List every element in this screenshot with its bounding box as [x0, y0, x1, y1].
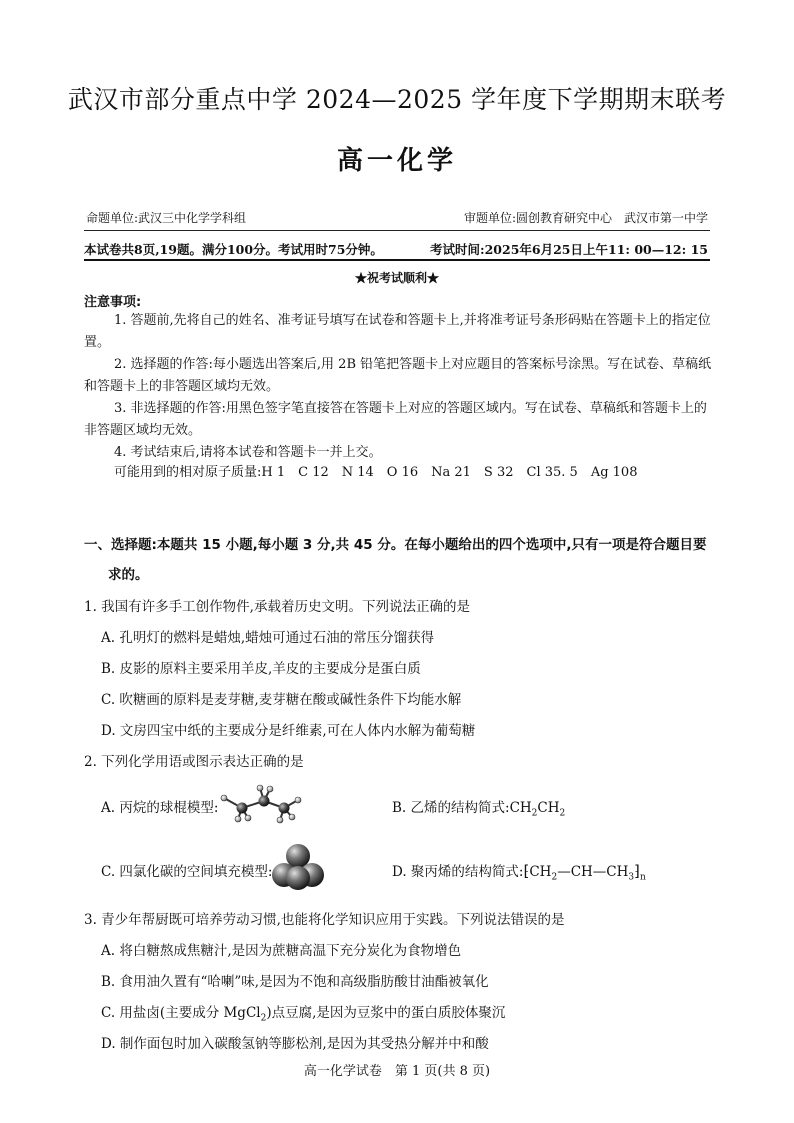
author-unit: 命题单位:武汉三中化学学科组	[86, 211, 247, 225]
exam-title: 武汉市部分重点中学 2024—2025 学年度下学期期末联考	[67, 85, 727, 114]
note-item: 1. 答题前,先将自己的姓名、准考证号填写在试卷和答题卡上,并将准考证号条形码贴在答题卡上的指定位置。	[84, 313, 711, 350]
question-3-option-c: C. 用盐卤(主要成分 MgCl$_2$)点豆腐,是因为豆浆中的蛋白质胶体聚沉	[101, 1005, 506, 1024]
question-3-option-b: B. 食用油久置有“哈喇”味,是因为不饱和高级脂肪酸甘油酯被氧化	[101, 974, 489, 990]
polypropylene-formula: $⁅CH_2—CH—CH_3⁆_n$	[523, 862, 646, 883]
question-2-option-b	[392, 796, 565, 819]
question-3-option-a: A. 将白糖熬成焦糖汁,是因为蔗糖高温下充分炭化为食物增色	[101, 943, 462, 959]
option-b-label: B. 乙烯的结构简式:	[392, 800, 510, 816]
question-1-option-b: B. 皮影的原料主要采用羊皮,羊皮的主要成分是蛋白质	[101, 661, 421, 677]
question-2-option-c: C. 四氯化碳的空间填充模型:	[101, 864, 273, 880]
divider-thin	[84, 230, 710, 231]
option-d-label: D. 聚丙烯的结构简式:	[392, 864, 524, 880]
paper-info: 本试卷共8页,19题。满分100分。考试用时75分钟。	[84, 242, 383, 257]
question-1-option-d: D. 文房四宝中纸的主要成分是纤维素,可在人体内水解为葡萄糖	[101, 723, 476, 739]
divider-thick	[84, 259, 710, 261]
subject-title: 高一化学	[336, 146, 457, 176]
exam-time: 考试时间:2025年6月25日上午11: 00—12: 15	[429, 242, 708, 257]
note-item: 3. 非选择题的作答:用黑色签字笔直接答在答题卡上对应的答题区域内。写在试卷、草稿纸和答题卡上的非答题区域均无效。	[84, 401, 707, 438]
question-3-stem: 3. 青少年帮厨既可培养劳动习惯,也能将化学知识应用于实践。下列说法错误的是	[84, 912, 565, 928]
note-item: 2. 选择题的作答:每小题选出答案后,用 2B 铅笔把答题卡上对应题目的答案标号涂黑。写在试卷、草稿纸和答题卡上的非答题区域均无效。	[84, 357, 712, 394]
question-3-option-d: D. 制作面包时加入碳酸氢钠等膨松剂,是因为其受热分解并中和酸	[101, 1036, 489, 1052]
ethylene-formula: $CH_2CH_2$	[509, 800, 566, 819]
atomic-masses: 可能用到的相对原子质量:H 1 C 12 N 14 O 16 Na 21 S 32 Cl 35. 5 Ag 108	[114, 465, 638, 480]
section-heading-line1: 一、选择题:本题共 15 小题,每小题 3 分,共 45 分。在每小题给出的四个选项中,只有一项是符合题目要	[84, 537, 707, 553]
note-item: 4. 考试结束后,请将本试卷和答题卡一并上交。	[114, 445, 382, 460]
notes-heading: 注意事项:	[84, 295, 142, 310]
question-2-option-a: A. 丙烷的球棍模型:	[101, 800, 219, 816]
good-luck-banner: ★祝考试顺利★	[354, 271, 439, 285]
section-heading-line2: 求的。	[108, 567, 149, 583]
propane-ball-stick-model	[218, 783, 302, 825]
page-footer: 高一化学试卷 第 1 页(共 8 页)	[303, 1064, 491, 1079]
question-1-stem: 1. 我国有许多手工创作物件,承载着历史文明。下列说法正确的是	[84, 599, 470, 615]
section-heading	[84, 530, 714, 590]
question-1-option-a: A. 孔明灯的燃料是蜡烛,蜡烛可通过石油的常压分馏获得	[101, 630, 435, 646]
question-2-stem: 2. 下列化学用语或图示表达正确的是	[84, 754, 304, 770]
ccl4-space-filling-model	[271, 842, 325, 892]
question-1-option-c: C. 吹糖画的原料是麦芽糖,麦芽糖在酸或碱性条件下均能水解	[101, 692, 462, 708]
review-unit: 审题单位:圆创教育研究中心 武汉市第一中学	[463, 211, 708, 225]
question-2-option-d	[392, 860, 646, 883]
